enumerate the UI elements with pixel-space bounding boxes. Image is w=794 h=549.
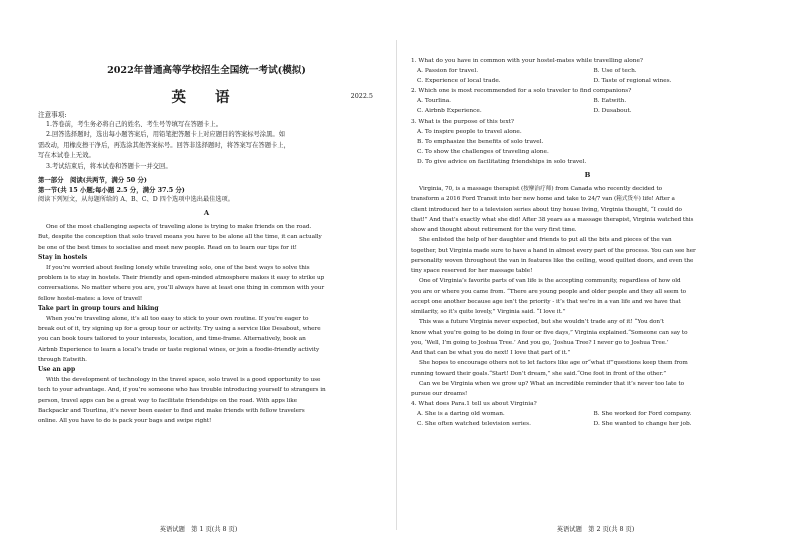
option-c: C. Airbnb Experience. <box>417 108 482 115</box>
passage-line: But, despite the conception that solo travel means you have to be alone all the time, it can actually <box>38 234 322 241</box>
option-d: D. She wanted to change her job. <box>593 421 692 428</box>
option-c: C. Experience of local trade. <box>417 78 501 85</box>
notice-line: 2.回答选择题时，选出每小题答案后，用铅笔把答题卡上对应题目的答案标号涂黑。如 <box>46 131 285 139</box>
exam-title: 2022年普通高等学校招生全国统一考试(模拟) <box>107 65 306 76</box>
subheading-hostels: Stay in hostels <box>38 253 88 261</box>
option-row <box>411 106 764 116</box>
option-d: D. To give advice on facilitating friendships in solo travel. <box>417 158 587 165</box>
question-stem: 4. What does Para.1 tell us about Virginia? <box>411 401 537 408</box>
passage-line: accept one another because age isn’t the priority - it’s that we’re in a van life and we have that <box>411 298 681 305</box>
option-b: B. She worked for Ford company. <box>593 411 692 418</box>
question-stem: 2. Which one is most recommended for a solo traveler to find companions? <box>411 88 632 95</box>
option-a: A. Passion for travel. <box>417 68 479 75</box>
passage-line: personality woven throughout the van in features like the ceiling, wood quilted doors, and even the <box>411 257 694 264</box>
passage-letter-b: B <box>584 171 591 180</box>
option-a: A. She is a daring old woman. <box>417 411 505 418</box>
subject-row <box>38 86 375 106</box>
notice-line: 3.考试结束后，将本试卷和答题卡一并交回。 <box>46 162 172 170</box>
passage-line: you can book tours tailored to your interests, location, and time-frame. Alternatively, book an <box>38 336 306 343</box>
option-row <box>411 96 764 106</box>
passage-line: break out of it, try signing up for a group tour or activity. Try using a service like Desabout, where <box>38 326 321 333</box>
exam-date: 2022.5 <box>350 92 373 100</box>
option-row <box>411 66 764 76</box>
passage-line: transform a 2016 Ford Transit into her new home and take to 24/7 van (箱式货车) life! After a <box>411 196 675 203</box>
page-2 <box>397 0 794 549</box>
option-row <box>411 419 764 429</box>
page-footer: 英语试题 第 2 页(共 8 页) <box>556 526 635 533</box>
subject-title: 英 语 <box>171 89 242 106</box>
section-title: 第一节(共 15 小题;每小题 2.5 分，满分 37.5 分) <box>38 186 185 195</box>
passage-line: One of Virginia’s favorite parts of van life is the accepting community, regardless of how old <box>419 278 681 285</box>
instruction: 阅读下列短文，从每题所给的 A、B、C、D 四个选项中选出最佳选项。 <box>38 196 234 204</box>
notice-line: 1.答卷前，考生务必将自己的姓名、考生号等填写在答题卡上。 <box>46 121 223 128</box>
passage-line: pursue our dreams! <box>411 391 468 398</box>
subheading-app: Use an app <box>38 366 76 374</box>
passage-line: And that can be what you do next! I love that part of it.” <box>411 350 571 357</box>
passage-line: fellow hostel-mates: a love of travel! <box>38 295 143 302</box>
question-stem: 1. What do you have in common with your hostel-mates while travelling alone? <box>411 58 644 64</box>
passage-line: through Eatwith. <box>38 356 87 363</box>
passage-line: Airbnb Experience to learn a local’s trade or taste regional wines, or join a foodie-friendly activity <box>38 346 320 353</box>
notice-line: 写在本试卷上无效。 <box>38 152 95 160</box>
passage-letter-a: A <box>203 209 210 218</box>
option-b: B. To emphasize the benefits of solo travel. <box>417 138 544 145</box>
passage-line: show and thought about retirement for the very first time. <box>411 227 577 234</box>
passage-line: you, ‘Well, I’m going to Joshua Tree.’ And you go, ‘Joshua Tree? I never go to Joshua Tree.’ <box>411 339 669 346</box>
passage-line: problem is to stay in hostels. Their friendly and open-minded atmosphere makes it easy to strike up <box>38 275 325 282</box>
notice-line: 需改动，用橡皮擦干净后，再选涂其他答案标号。回答非选择题时，将答案写在答题卡上， <box>38 141 290 149</box>
option-c: C. She often watched television series. <box>417 421 531 428</box>
page-footer: 英语试题 第 1 页(共 8 页) <box>159 526 238 533</box>
passage-line: Backpackr and Tourlina, it’s never been easier to find and make friends with fellow travelers <box>38 407 305 414</box>
passage-line: running toward their goals.“Start! Don’t dream,” she said.“One foot in front of the other.” <box>411 370 667 377</box>
question-stem: 3. What is the purpose of this text? <box>411 118 515 125</box>
subheading-group-tours: Take part in group tours and hiking <box>38 304 159 312</box>
part-title: 第一部分 阅读(共两节，满分 50 分) <box>38 176 147 185</box>
option-d: D. Dusabout. <box>593 108 632 115</box>
passage-line: person, travel apps can be a great way to facilitate friendships on the road. With apps like <box>38 397 298 404</box>
option-row <box>411 409 764 419</box>
passage-line: client introduced her to a television series about tiny house living, Virginia thought, “I could do <box>411 206 682 213</box>
option-row <box>411 76 764 86</box>
passage-line: know what you’re going to be doing in four or five days,” Virginia explained.“Someone can say to <box>411 329 688 336</box>
passage-line: be one of the best times to socialise and meet new people. Read on to learn our tips for it! <box>38 244 297 251</box>
option-b: B. Use of tech. <box>593 68 637 75</box>
passage-line: tiny space reserved for her massage table! <box>411 268 533 275</box>
option-b: B. Eatwith. <box>593 98 627 105</box>
passage-line: She hopes to encourage others not to let factors like age or“what if”questions keep them from <box>419 360 688 367</box>
passage-line: similarity, so it’s quite lovely,” Virginia said. “I love it.” <box>411 309 566 316</box>
passage-line: online. All you have to do is pack your bags and swipe right! <box>38 418 212 425</box>
option-d: D. Taste of regional wines. <box>593 78 672 85</box>
notice-title: 注意事项: <box>38 111 67 119</box>
passage-line: tech to your advantage. And, if you’re someone who has trouble introducing yourself to strangers in <box>38 387 326 394</box>
passage-line: She enlisted the help of her daughter and friends to put all the bits and pieces of the van <box>419 237 672 244</box>
passage-line: Virginia, 70, is a massage therapist (按摩治疗师) from Canada who recently decided to <box>419 186 662 193</box>
passage-line: One of the most challenging aspects of traveling alone is trying to make friends on the road. <box>46 224 312 231</box>
passage-line: When you’re traveling alone, it’s all too easy to stick to your own routine. If you’re eager to <box>46 315 309 322</box>
option-a: A. Tourlina. <box>417 98 452 105</box>
option-a: A. To inspire people to travel alone. <box>417 128 522 135</box>
passage-line: together, but Virginia made sure to have a hand in almost every part of the process. You can see her <box>411 247 696 254</box>
passage-line: This was a future Virginia never expected, but she wouldn’t trade any of it! “You don’t <box>419 319 664 326</box>
passage-line: conversations. No matter where you are, you’ll always have at least one thing in common with your <box>38 285 325 292</box>
passage-line: With the development of technology in the travel space, solo travel is a good opportunity to use <box>46 377 321 384</box>
passage-line: Can we be Virginia when we grow up? What an incredible reminder that it’s never too late to <box>419 380 684 387</box>
option-c: C. To show the challenges of traveling alone. <box>417 148 549 155</box>
passage-line: that!” And that’s exactly what she did! After 38 years as a massage therapist, Virginia watched this <box>411 216 694 223</box>
passage-line: If you’re worried about feeling lonely while traveling solo, one of the best ways to solve this <box>46 264 310 271</box>
passage-line: you are or where you came from. “There are young people and older people and they all seem to <box>411 288 686 295</box>
